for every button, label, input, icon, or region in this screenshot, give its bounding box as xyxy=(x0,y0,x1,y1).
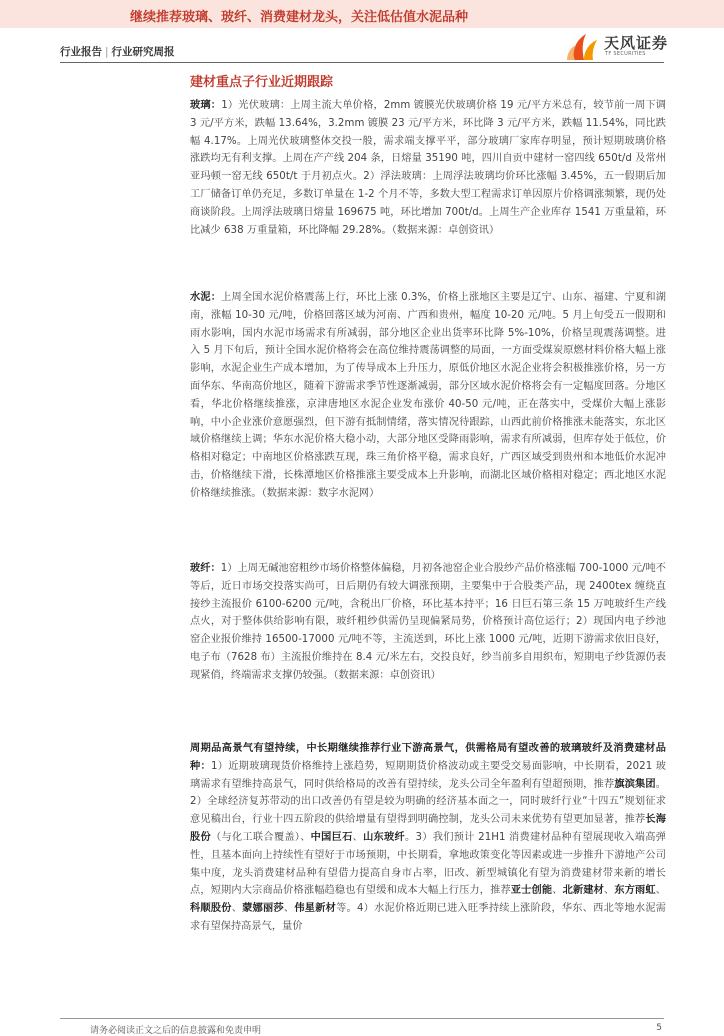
recommend-text: 。2）全球经济复苏带动的出口改善仍有望是较为明确的经济基本面之一，同时玻纤行业“十四五”规划征求意见稿出台，行业十四五阶段的供给增量有望得到明确控制，龙头公司未来优势有望更加显著，推荐 xyxy=(190,778,667,826)
footer-disclaimer: 请务必阅读正文之后的信息披露和免责申明 xyxy=(90,1026,262,1036)
page-number: 5 xyxy=(656,1023,662,1033)
report-header xyxy=(60,44,175,59)
company-logo xyxy=(564,30,684,64)
recommend-text: （与化工联合覆盖）、 xyxy=(210,831,311,843)
recommend-paragraph xyxy=(190,740,666,936)
stock-name: 中国巨石 xyxy=(310,831,353,843)
header-report-category: 行业研究周报 xyxy=(111,46,175,58)
glass-paragraph xyxy=(190,97,666,239)
tf-logo-icon xyxy=(564,30,600,64)
cement-lead: 水泥： xyxy=(190,292,222,303)
recommend-text: 1）近期玻璃现货价格维持上涨趋势，短期期货价格波动或主要受交易面影响，中长期看，2021 玻璃需求有望维持高景气，同时供给格局的改善有望持续，龙头公司全年盈利有望超预期，推荐 xyxy=(190,760,666,790)
stock-name: 亚士创能 xyxy=(510,885,553,897)
logo-subtitle: TF SECURITIES xyxy=(605,51,646,57)
section-title-tracking: 建材重点子行业近期跟踪 xyxy=(190,75,334,90)
cement-body: 上周全国水泥价格震荡上行，环比上涨 0.3%，价格上涨地区主要是辽宁、山东、福建、宁夏和湖南，涨幅 10-30 元/吨，价格回落区域为河南、广西和贵州，幅度 10-20 元/吨。5 月上旬受五一假期和雨水影响，国内水泥市场需求有所减弱，部分地区企业出货率环比降 5%-10%，价格呈现震荡调整。进入 5 月下旬后，预计全国水泥价格将会在高位维持震荡调整的局面，一方面受煤炭原燃材料价格大幅上涨影响，水泥企业生产成本增加，为了传导成本上升压力，原低价地区水泥企业将会积极推涨价格，另一方面华东、华南高价地区，随着下游需求季节性逐渐减弱，部分区域水泥价格将会有一定幅度回落。分地区看，华北价格继续推涨，京津唐地区水泥企业发布涨价 40-50 元/吨，正在落实中，受煤价大幅上涨影响，中小企业涨价意愿强烈，但下游有抵制情绪，落实情况待跟踪，山西此前价格推涨未能落实，东北区域价格继续上调；华东水泥价格大稳小动，大部分地区受降雨影响，需求有所减弱，但库存处于低位，价格相对稳定；中南地区价格涨跌互现，珠三角价格平稳，需求良好，广西区域受到贵州和本地低价水泥冲击，价格继续下滑，长株潭地区价格推涨主要受成本上升影响，而湖北区域价格相对稳定；西北地区水泥价格继续推涨。（数据来源：数字水泥网） xyxy=(190,292,666,499)
recommend-text: 等。4）水泥价格近期已进入旺季持续上涨阶段，华东、西北等地水泥需求有望保持高景气，量价 xyxy=(190,903,666,932)
stock-name: 旗滨集团 xyxy=(614,778,656,790)
stock-name: 伟星新材 xyxy=(294,903,337,915)
recommend-text: 、 xyxy=(604,885,615,897)
glass-lead: 玻璃： xyxy=(190,100,222,111)
fiberglass-body: 1）上周无碱池窑粗纱市场价格整体偏稳，月初各池窑企业合股纱产品价格涨幅 700-1000 元/吨不等后，近日市场交投落实尚可，日后期仍有较大调涨预期，主要集中于合股类产品，现 2400tex 缠绕直接纱主流报价 6100-6200 元/吨，含税出厂价格，环比基本持平；16 日巨石第三条 15 万吨玻纤生产线点火，对于整体供给影响有限，玻纤粗纱供需仍呈现偏紧局势，价格预计高位运行；2）现国内电子纱池窑企业报价维持 16500-17000 元/吨不等，主流送到，环比上涨 1000 元/吨，近期下游需求依旧良好，电子布（7628 布）主流报价维持在 8.4 元/米左右，交投良好，纱当前多自用织布，短期电子纱货源仍表现紧俏，终端需求支撑仍较强。（数据来源：卓创资讯） xyxy=(190,563,666,681)
recommend-text: 、 xyxy=(655,885,667,897)
header-divider xyxy=(60,62,664,63)
fiberglass-paragraph xyxy=(190,560,666,685)
recommend-text: 、 xyxy=(552,885,563,897)
stock-name: 北新建材 xyxy=(562,885,604,897)
header-separator: | xyxy=(105,46,109,58)
stock-name: 东方雨虹 xyxy=(614,885,656,897)
glass-body: 1）光伏玻璃：上周主流大单价格，2mm 镀膜光伏玻璃价格 19 元/平方米总有，较节前一周下调 3 元/平方米，跌幅 13.64%，3.2mm 镀膜 23 元/平方米，环比降 3 元/平方米，跌幅 11.54%，同比跌幅 4.17%。上周光伏玻璃整体交投一般，需求端支撑平平，部分玻璃厂家库存明显，预计短期玻璃价格涨跌均无有利支撑。上周在产产线 204 条，日熔量 35190 吨，四川自贡中建材一窑四线 650t/d 及常州亚玛顿一窑无线 650t/t 于月初点火。2）浮法玻璃：上周浮法玻璃均价环比涨幅 3.45%，五一假期后加工厂储备订单仍充足，多数订单量在 1-2 个月不等，多数大型工程需求订单因原片价格调涨频繁，现仍处商谈阶段。上周浮法玻璃日熔量 169675 吨，环比增加 700t/d。上周生产企业库存 1541 万重量箱，环比减少 638 万重量箱，环比降幅 29.28%。（数据来源：卓创资讯） xyxy=(190,100,666,236)
header-report-type: 行业报告 xyxy=(60,46,102,58)
recommend-text: 、 xyxy=(231,903,243,915)
stock-name: 长海股份 xyxy=(190,814,666,843)
cement-paragraph xyxy=(190,289,666,503)
stock-name: 科顺股份 xyxy=(190,903,232,915)
section-banner-recommend xyxy=(0,0,724,28)
recommend-text: 。3）我们预计 21H1 消费建材品种有望展现收入端高弹性，且基本面向上持续性有望好于市场预期，中长期看，拿地政策变化等因素或进一步推升下游地产公司集中度，龙头消费建材品种有望借力提高自身市占率，旧改、新型城镇化有望为消费建材带来新的增长点，短期内大宗商品价格涨幅趋稳也有望缓和成本大幅上行压力，推荐 xyxy=(190,831,666,897)
logo-name: 天风证券 xyxy=(604,34,669,52)
fiberglass-lead: 玻纤： xyxy=(190,563,221,574)
footer-divider xyxy=(60,1018,664,1019)
stock-name: 山东玻纤 xyxy=(363,831,405,843)
recommend-text: 、 xyxy=(283,903,295,915)
stock-name: 蒙娜丽莎 xyxy=(242,903,284,915)
section-title-recommend: 继续推荐玻璃、玻纤、消费建材龙头，关注低估值水泥品种 xyxy=(130,10,469,25)
recommend-text: 、 xyxy=(352,831,364,843)
recommend-lead: 周期品高景气有望持续，中长期继续推荐行业下游高景气，供需格局有望改善的玻璃玻纤及消费建材品种： xyxy=(190,743,666,772)
